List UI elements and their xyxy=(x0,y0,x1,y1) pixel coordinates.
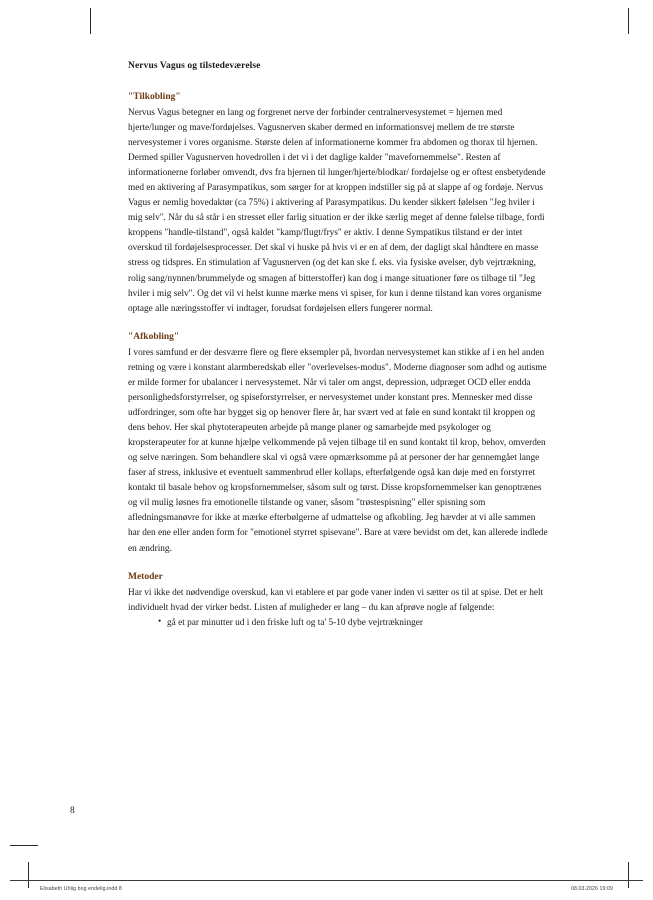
section-body-afkobling: I vores samfund er der desværre flere og flere eksempler på, hvordan nervesystemet kan stikke af i en hel anden retning og være i konstant alarmberedskab eller "overlevelses-modus". Moderne diagnoser som adhd og autisme er milde former for ubalancer i nervesystemet. Når vi taler om angst, depression, udpræget OCD eller endda personlighedsforstyrrelser, og spiseforstyrrelser, er nervesystemet under konstant pres. Mennesker med disse udfordringer, som ofte har bygget sig op henover flere år, har svært ved at føle en sund kontakt til kroppen og dens behov. Her skal phytoterapeuten arbejde på mange planer og samarbejde med psykologer og kropsterapeuter for at kunne hjælpe velkommende på vejen tilbage til en sund kontakt til krop, behov, omverden og selve næringen. Som behandlere skal vi også være opmærksomme på at personer der har gennemgået lange faser af stress, inklusive et eventuelt sammenbrud eller kollaps, efterfølgende også kan døje med en forstyrret kontakt til basale behov og kropsfornemmelser, såsom sult og tørst. Disse kropsfornemmelser kan genoptrænes og vil mulig løsnes fra emotionelle tilstande og vaner, såsom "trøstespisning" eller spisning som afledningsmanøvre for ikke at mærke efterbølgerne af udmattelse og afkobling. Jeg hævder at vi alle sammen har den ene eller anden form for "emotionel styrret spisevane". Bare at være bevidst om det, kan allerede indlede en ændring. xyxy=(128,347,548,554)
crop-mark-bottom-left-horizontal xyxy=(10,845,38,846)
section-body-metoder: Har vi ikke det nødvendige overskud, kan vi etablere et par gode vaner inden vi sætter os til at spise. Det er helt individuelt hvad der virker bedst. Listen af muligheder er lang – du kan afprøve nogle af følgende: xyxy=(128,587,544,613)
print-footer xyxy=(0,886,653,900)
crop-mark-top-right xyxy=(628,8,629,34)
section-body-tilkobling: Nervus Vagus betegner en lang og forgrenet nerve der forbinder centralnervesystemet = hjernen med hjerte/lunger og mave/fordøjelses. Vagusnerven skaber dermed en informationsvej mellem de tre største nervesystemer i vores organisme. Største delen af informationerne kommer fra abdomen og thorax til hjernen. Dermed spiller Vagusnerven hovedrollen i det vi i det daglige kalder "mavefornemmelse". Resten af informationerne forløber omvendt, dvs fra hjernen til lunger/hjerte/blodkar/ fordøjelse og er oftest ensbetydende med en aktivering af Parasympatikus, som sørger for at kroppen indstiller sig på at slappe af og fordøje. Nervus Vagus er nemlig hovedaktør (ca 75%) i aktivering af Parasympatikus. Du kender sikkert følelsen "Jeg hviler i mig selv". Når du så står i en stresset eller farlig situation er der ikke særlig meget af denne følelse tilbage, fordi kroppens "handle-tilstand", også kaldet "kamp/flugt/frys" er aktiv. I denne Sympatikus tilstand er der intet overskud til fordøjelsesprocesser. Det skal vi huske på hvis vi er en af dem, der dagligt skal håndtere en masse stress og tidspres. En stimulation af Vagusnerven (og det kan ske f. eks. via fysiske øvelser, dyb vejrtrækning, rolig sang/nynnen/brummelyde og smagen af bitterstoffer) kan dog i mange situationer føre os tilbage til "Jeg hviler i mig selv". Og det vil vi helst kunne mærke mens vi spiser, for kun i denne tilstand kan vores organisme optage alle næringsstoffer vi indtager, forudsat fordøjelsen ellers fungerer normal. xyxy=(128,108,546,314)
footer-divider xyxy=(10,880,643,881)
crop-mark-bottom-left xyxy=(28,862,29,888)
section-heading-tilkobling: "Tilkobling" xyxy=(128,91,181,102)
section-heading-metoder: Metoder xyxy=(128,571,163,582)
footer-timestamp: 08.03.2026 19:09 xyxy=(571,886,613,892)
list-item: • gå et par minutter ud i den friske luft og ta' 5-10 dybe vejrtrækninger xyxy=(158,616,548,631)
methods-bullet-list xyxy=(128,616,548,631)
section-spacer-2 xyxy=(128,557,548,570)
section-spacer-1 xyxy=(128,317,548,330)
section-heading-afkobling: "Afkobling" xyxy=(128,331,180,342)
page-number: 8 xyxy=(70,806,75,816)
crop-mark-top-left xyxy=(90,8,91,34)
page-content xyxy=(128,60,548,631)
page-title: Nervus Vagus og tilstedeværelse xyxy=(128,61,261,71)
crop-mark-bottom-right xyxy=(628,862,629,888)
footer-filename: Elisabeth Uhlig bog endelig.indd 8 xyxy=(40,886,122,892)
